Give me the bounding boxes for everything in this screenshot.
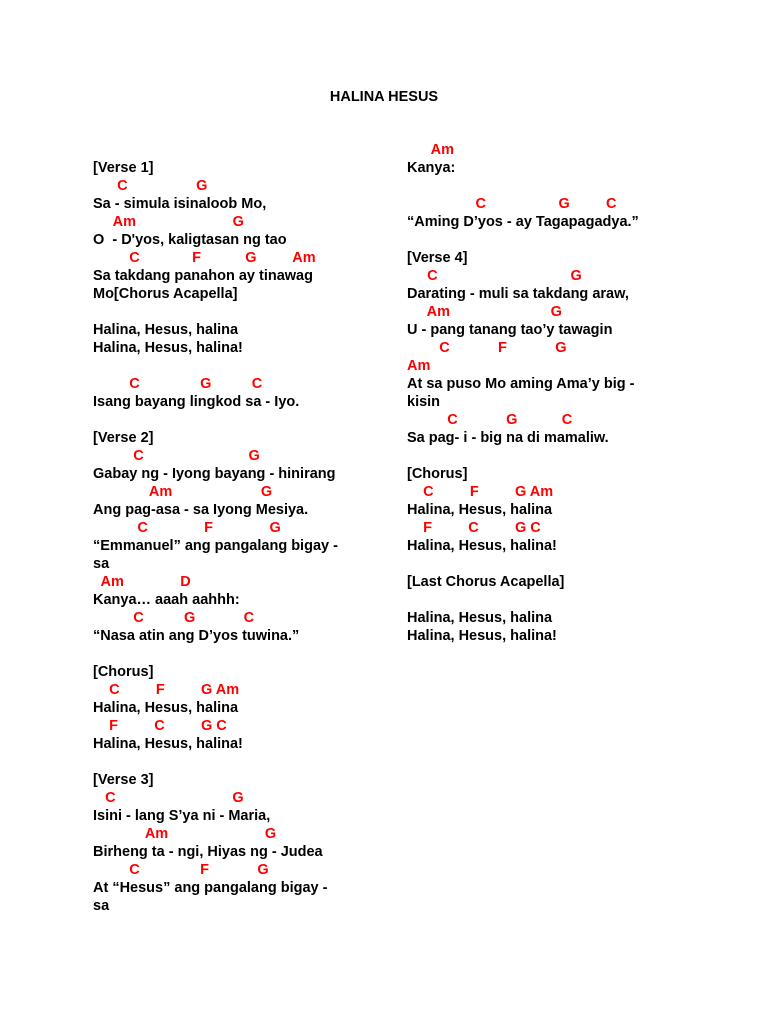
lyric-line: Gabay ng - Iyong bayang - hinirang [93, 466, 336, 482]
chord-line: C G C [407, 412, 573, 428]
lyric-line: U - pang tanang tao’y tawagin [407, 322, 613, 338]
chord-line: C G C [407, 196, 617, 212]
blank-line [93, 753, 383, 771]
lyric-line: At sa puso Mo aming Ama’y big - [407, 376, 635, 392]
chord-line: C G [93, 790, 244, 806]
chord-line: Am [407, 142, 454, 158]
chord-line: C G C [93, 376, 263, 392]
chord-line: C F G [407, 340, 567, 356]
chord-line: C F G Am [93, 682, 240, 698]
lyric-line: Isang bayang lingkod sa - Iyo. [93, 394, 300, 410]
lyric-line: [Verse 2] [93, 430, 154, 446]
chord-line: F C G C [407, 520, 541, 536]
blank-line [93, 411, 383, 429]
lyric-line: “Aming D’yos - ay Tagapagadya.” [407, 214, 639, 230]
blank-line [93, 303, 383, 321]
blank-line [93, 357, 383, 375]
song-title: HALINA HESUS [329, 89, 439, 105]
chord-line: Am D [93, 574, 191, 590]
lyric-line: Halina, Hesus, halina! [407, 538, 557, 554]
blank-line [407, 231, 697, 249]
lyric-line: [Verse 4] [407, 250, 468, 266]
lyric-line: Halina, Hesus, halina [407, 610, 553, 626]
blank-line [407, 447, 697, 465]
chord-line: C F G Am [93, 250, 316, 266]
lyric-line: Halina, Hesus, halina [93, 322, 239, 338]
right-column [407, 141, 697, 645]
lyric-line: [Chorus] [407, 466, 468, 482]
lyric-line: Ang pag-asa - sa Iyong Mesiya. [93, 502, 309, 518]
lyric-line: Halina, Hesus, halina! [93, 736, 243, 752]
lyric-line: [Chorus] [93, 664, 154, 680]
chord-line: C G C [93, 610, 255, 626]
lyric-line: Birheng ta - ngi, Hiyas ng - Judea [93, 844, 323, 860]
chord-line: C F G [93, 862, 269, 878]
chord-line: C F G Am [407, 484, 554, 500]
chord-line: Am [407, 358, 431, 374]
lyric-line: Halina, Hesus, halina! [93, 340, 243, 356]
lyric-line: Kanya… aaah aahhh: [93, 592, 240, 608]
chord-line: Am G [407, 304, 562, 320]
lyric-line: [Last Chorus Acapella] [407, 574, 565, 590]
lyric-line: “Nasa atin ang D’yos tuwina.” [93, 628, 300, 644]
chord-line: C G [407, 268, 582, 284]
chord-line: C G [93, 178, 208, 194]
lyric-line: Halina, Hesus, halina! [407, 628, 557, 644]
lyric-line: O - D'yos, kaligtasan ng tao [93, 232, 287, 248]
lyric-line: [Verse 1] [93, 160, 154, 176]
lyric-line: sa [93, 556, 110, 572]
chord-line: Am G [93, 214, 244, 230]
blank-line [407, 591, 697, 609]
chord-line: C G [93, 448, 260, 464]
blank-line [93, 645, 383, 663]
lyric-line: Isini - lang S’ya ni - Maria, [93, 808, 271, 824]
chord-line: F C G C [93, 718, 227, 734]
lyric-line: [Verse 3] [93, 772, 154, 788]
lyric-line: Darating - muli sa takdang araw, [407, 286, 629, 302]
lyric-line: Halina, Hesus, halina [407, 502, 553, 518]
blank-line [407, 177, 697, 195]
lyric-line: Halina, Hesus, halina [93, 700, 239, 716]
blank-line [407, 555, 697, 573]
lyric-line: At “Hesus” ang pangalang bigay - [93, 880, 328, 896]
lyric-line: “Emmanuel” ang pangalang bigay - [93, 538, 338, 554]
lyric-line: Sa pag- i - big na di mamaliw. [407, 430, 609, 446]
left-column [93, 159, 383, 915]
lyric-line: Sa - simula isinaloob Mo, [93, 196, 267, 212]
chord-line: C F G [93, 520, 281, 536]
chord-line: Am G [93, 826, 277, 842]
lyric-line: Kanya: [407, 160, 456, 176]
lyric-line: Sa takdang panahon ay tinawag [93, 268, 313, 284]
lyric-line: Mo[Chorus Acapella] [93, 286, 238, 302]
chord-line: Am G [93, 484, 273, 500]
lyric-line: kisin [407, 394, 441, 410]
lyric-line: sa [93, 898, 110, 914]
